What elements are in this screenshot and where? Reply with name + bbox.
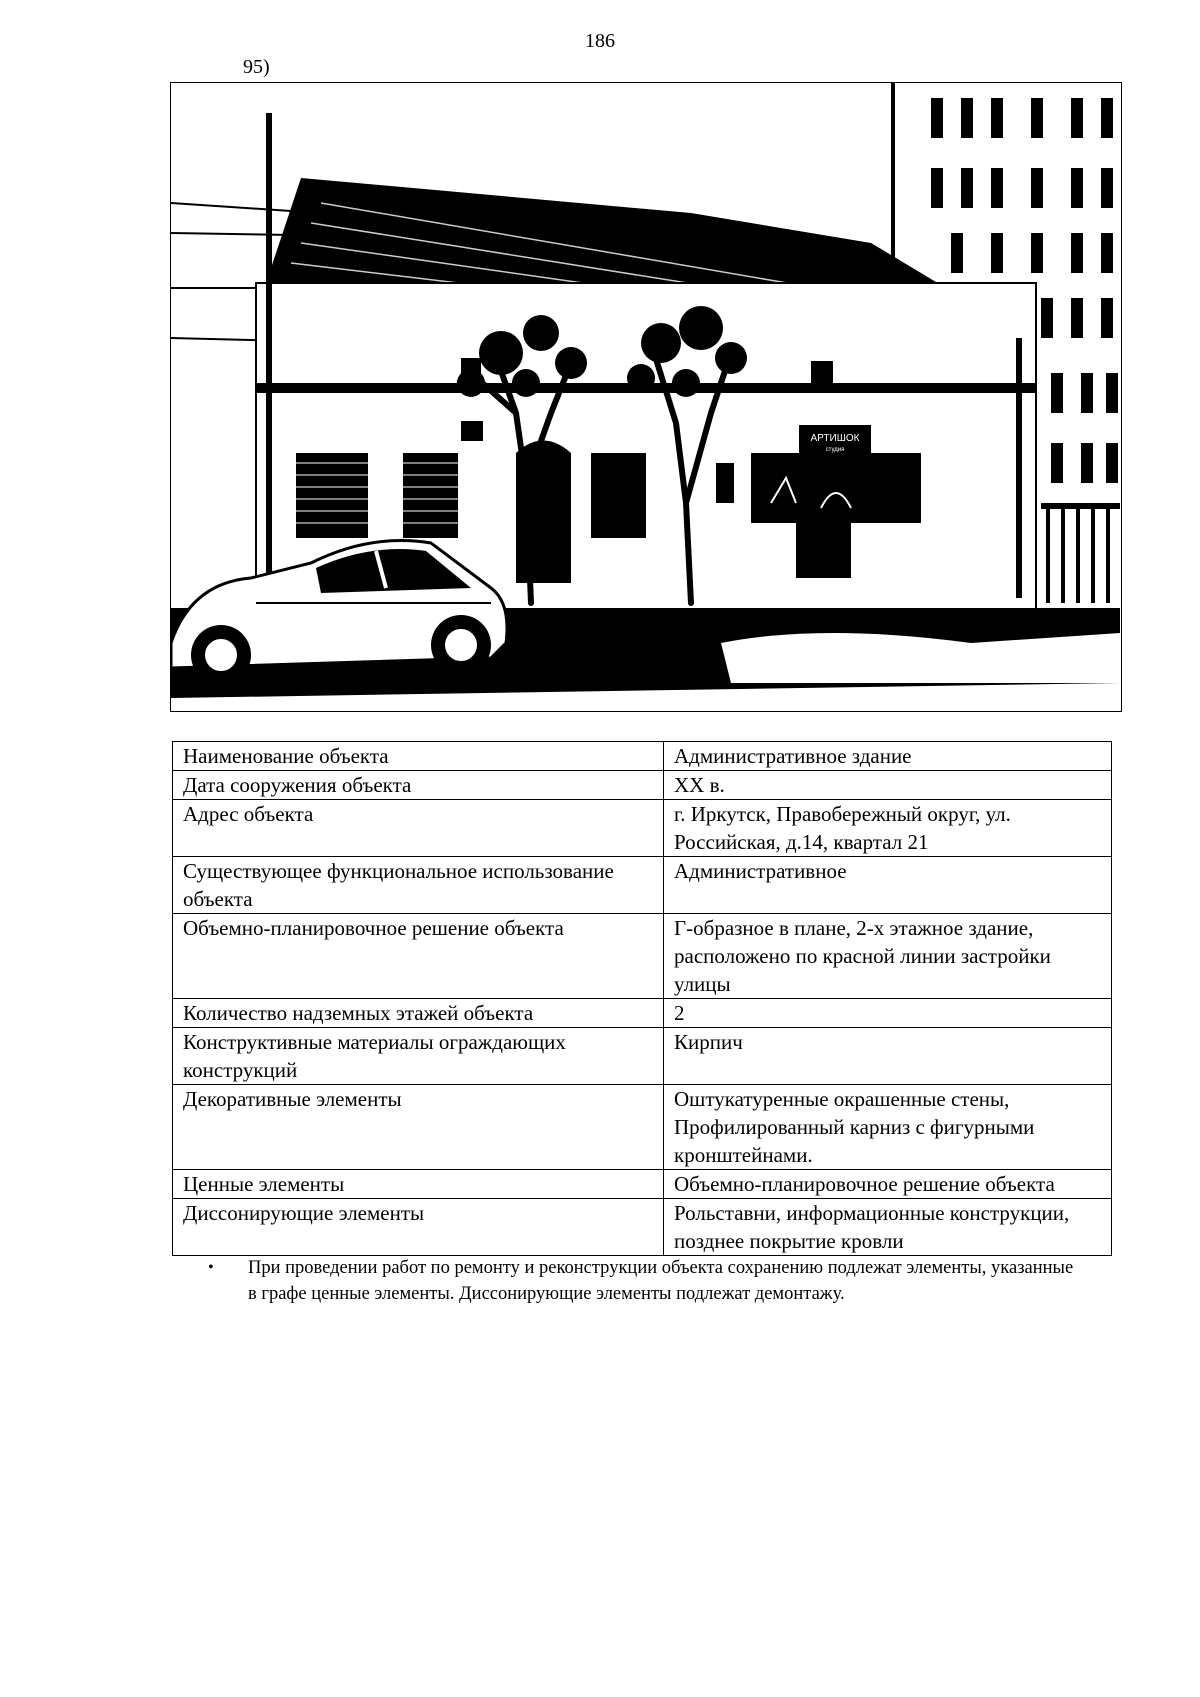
table-row [173, 1170, 1112, 1199]
table-row [173, 1028, 1112, 1085]
table-row [173, 1199, 1112, 1256]
row-value: Административное [664, 857, 1112, 914]
row-value: Объемно-планировочное решение объекта [664, 1170, 1112, 1199]
bullet-icon: • [208, 1259, 214, 1276]
table-row [173, 742, 1112, 771]
row-label: Количество надземных этажей объекта [173, 999, 664, 1028]
table-row [173, 800, 1112, 857]
table-row [173, 1085, 1112, 1170]
page-number: 186 [585, 30, 615, 52]
row-label: Ценные элементы [173, 1170, 664, 1199]
row-label: Существующее функциональное использование объекта [173, 857, 664, 914]
row-label: Наименование объекта [173, 742, 664, 771]
table-row [173, 771, 1112, 800]
row-value: Административное здание [664, 742, 1112, 771]
row-value: г. Иркутск, Правобережный округ, ул. Российская, д.14, квартал 21 [664, 800, 1112, 857]
row-value: Оштукатуренные окрашенные стены, Профилированный карниз с фигурными кронштейнами. [664, 1085, 1112, 1170]
row-label: Объемно-планировочное решение объекта [173, 914, 664, 999]
object-info-table [172, 741, 1112, 1256]
item-number: 95) [243, 56, 270, 78]
row-label: Адрес объекта [173, 800, 664, 857]
row-label: Диссонирующие элементы [173, 1199, 664, 1256]
shop-sign-text: АРТИШОК [810, 433, 860, 444]
row-value: XX в. [664, 771, 1112, 800]
table-row [173, 914, 1112, 999]
note-text: При проведении работ по ремонту и реконструкции объекта сохранению подлежат элементы, указанные в графе ценные элементы. Диссонирующие элементы подлежат демонтажу. [248, 1258, 1074, 1304]
table-row [173, 999, 1112, 1028]
note-paragraph [204, 1255, 1084, 1307]
row-label: Декоративные элементы [173, 1085, 664, 1170]
row-value: 2 [664, 999, 1112, 1028]
row-label: Дата сооружения объекта [173, 771, 664, 800]
row-value: Г-образное в плане, 2-х этажное здание, расположено по красной линии застройки улицы [664, 914, 1112, 999]
row-label: Конструктивные материалы ограждающих конструкций [173, 1028, 664, 1085]
shop-sign-subtext: студия [825, 447, 845, 453]
table-row [173, 857, 1112, 914]
row-value: Рольставни, информационные конструкции, позднее покрытие кровли [664, 1199, 1112, 1256]
row-value: Кирпич [664, 1028, 1112, 1085]
building-photo [170, 82, 1122, 712]
